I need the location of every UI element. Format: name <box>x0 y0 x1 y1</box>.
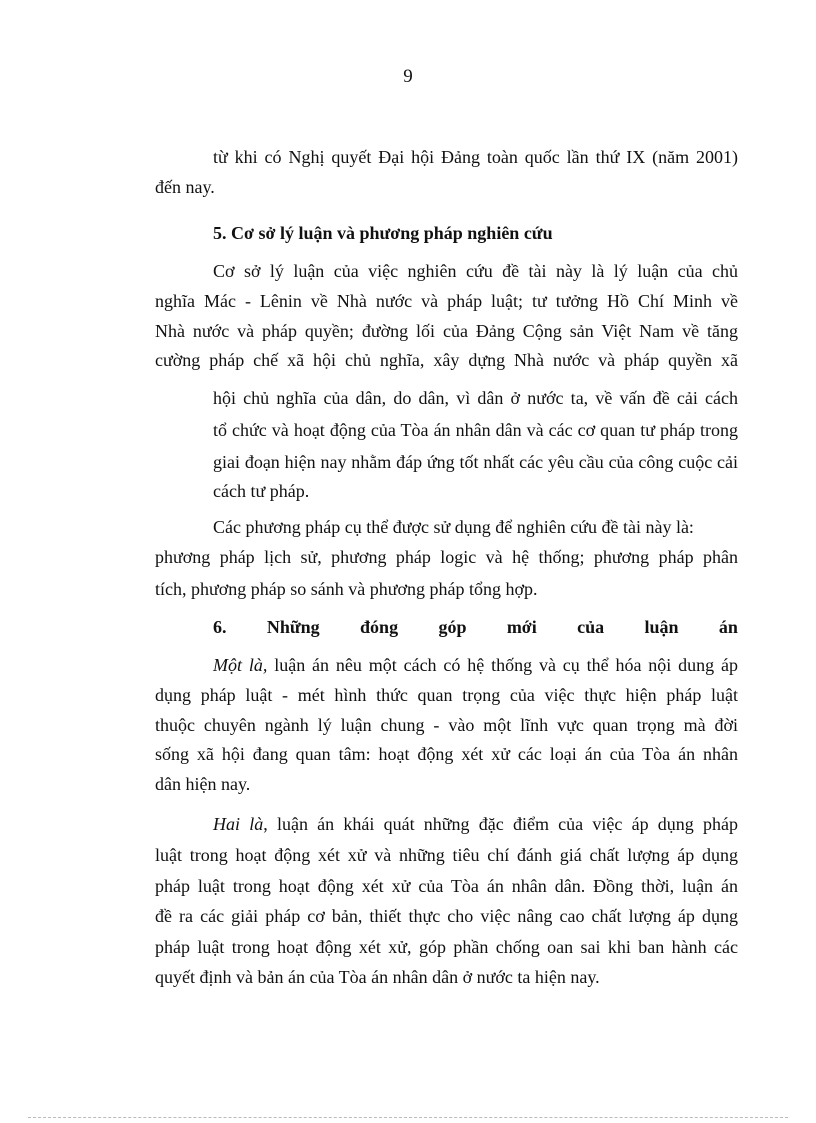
text-line: Cơ sở lý luận của việc nghiên cứu đề tài này là lý luận của chủ <box>213 261 738 281</box>
text-line: hội chủ nghĩa của dân, do dân, vì dân ở nước ta, về vấn đề cải cách <box>213 388 738 408</box>
page-number: 9 <box>403 66 413 87</box>
lead-phrase: Một là, <box>213 655 268 675</box>
text-line: pháp luật trong hoạt động xét xử, góp phần chống oan sai khi ban hành các <box>155 937 738 957</box>
text-run: , luận án khái quát những đặc điểm của việc áp dụng pháp <box>263 814 738 834</box>
text-line: Nhà nước và pháp quyền; đường lối của Đảng Cộng sản Việt Nam về tăng <box>155 321 738 341</box>
text-line: quyết định và bản án của Tòa án nhân dân ở nước ta hiện nay. <box>155 967 600 987</box>
section-heading-5: 5. Cơ sở lý luận và phương pháp nghiên cứu <box>213 223 553 243</box>
section-heading-6 <box>213 618 738 636</box>
text-run: luận án nêu một cách có hệ thống và cụ thể hóa nội dung áp <box>267 655 738 675</box>
heading-word: Những <box>266 617 320 637</box>
heading-word: án <box>718 617 738 637</box>
heading-word: mới <box>506 617 537 637</box>
text-line: sống xã hội đang quan tâm: hoạt động xét xử các loại án của Tòa án nhân <box>155 744 738 764</box>
text-line: cách tư pháp. <box>213 481 310 501</box>
text-line: dân hiện nay. <box>155 774 251 794</box>
heading-word: luận <box>644 617 679 637</box>
lead-phrase: Hai là <box>213 814 264 834</box>
text-line: từ khi có Nghị quyết Đại hội Đảng toàn quốc lần thứ IX (năm 2001) <box>213 147 738 167</box>
text-line: luật trong hoạt động xét xử và những tiêu chí đánh giá chất lượng áp dụng <box>155 845 738 865</box>
text-line: đến nay. <box>155 177 215 197</box>
text-line: thuộc chuyên ngành lý luận chung - vào một lĩnh vực quan trọng mà đời <box>155 715 738 735</box>
text-line: pháp luật trong hoạt động xét xử của Tòa án nhân dân. Đồng thời, luận án <box>155 876 738 896</box>
heading-word: 6. <box>213 617 227 637</box>
page-bottom-rule <box>28 1117 788 1118</box>
text-line: dụng pháp luật - mét hình thức quan trọng của việc thực hiện pháp luật <box>155 685 738 705</box>
text-line: Các phương pháp cụ thể được sử dụng để nghiên cứu đề tài này là: <box>213 517 694 537</box>
text-line: phương pháp lịch sử, phương pháp logic và hệ thống; phương pháp phân <box>155 547 738 567</box>
text-line: nghĩa Mác - Lênin về Nhà nước và pháp luật; tư tưởng Hồ Chí Minh về <box>155 291 738 311</box>
heading-word: góp <box>438 617 467 637</box>
text-line <box>213 815 738 833</box>
heading-word: đóng <box>360 617 399 637</box>
text-line: tích, phương pháp so sánh và phương pháp tổng hợp. <box>155 579 538 599</box>
heading-word: của <box>577 617 605 637</box>
text-line: đề ra các giải pháp cơ bản, thiết thực cho việc nâng cao chất lượng áp dụng <box>155 906 738 926</box>
text-line: cường pháp chế xã hội chủ nghĩa, xây dựng Nhà nước và pháp quyền xã <box>155 350 738 370</box>
text-line <box>213 656 738 674</box>
text-line: giai đoạn hiện nay nhằm đáp ứng tốt nhất các yêu cầu của công cuộc cải <box>213 452 738 472</box>
text-line: tổ chức và hoạt động của Tòa án nhân dân và các cơ quan tư pháp trong <box>213 420 738 440</box>
